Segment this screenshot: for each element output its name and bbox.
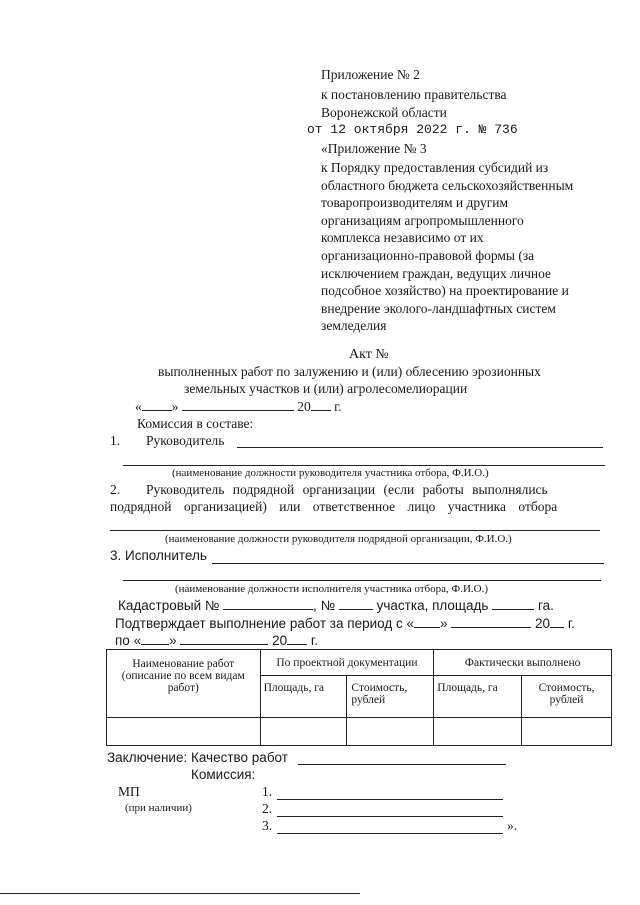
order-line: товаропроизводителям и другим <box>321 195 509 211</box>
sign1-blank[interactable] <box>277 799 503 800</box>
closing-quote: ». <box>507 818 518 833</box>
item1-blank[interactable] <box>237 447 603 448</box>
act-subtitle-1: выполненных работ по залужению и (или) облесению эрозионных <box>158 364 541 379</box>
order-line: исключением граждан, ведущих личное <box>321 265 552 281</box>
ha-label: га. <box>537 598 554 613</box>
table-cell[interactable] <box>522 718 612 746</box>
project-cost-header: Стоимость, рублей <box>347 676 434 718</box>
plot-number-label: , № <box>313 598 336 613</box>
mp-hint: (при наличии) <box>125 802 192 814</box>
act-subtitle-2: земельных участков и (или) агролесомелиорации <box>184 381 468 396</box>
project-area-header: Площадь, га <box>260 676 347 718</box>
sign2-number: 2. <box>262 801 273 816</box>
confirm-day-blank[interactable] <box>414 615 440 628</box>
table-row <box>107 718 612 746</box>
table-cell[interactable] <box>347 718 434 746</box>
item2-number: 2. <box>110 482 121 497</box>
item1-blank-2[interactable] <box>123 465 605 466</box>
conclusion-blank[interactable] <box>298 764 506 765</box>
confirm-row <box>115 615 575 631</box>
plot-area-blank[interactable] <box>492 597 534 610</box>
to-year-blank[interactable] <box>287 632 307 645</box>
to-month-blank[interactable] <box>180 632 268 645</box>
act-title: Акт № <box>349 347 389 362</box>
order-line: земледелия <box>321 318 387 334</box>
order-line: организационно-правовой формы (за <box>321 248 535 263</box>
item2-text-2: подрядной организацией) или ответственное лицо участника отбора <box>110 499 558 514</box>
plot-area-label: участка, площадь <box>376 598 489 613</box>
confirm-close-quote: » <box>439 616 448 631</box>
to-year-prefix: 20 <box>272 633 288 648</box>
item1-number: 1. <box>110 433 121 448</box>
table-cell[interactable] <box>107 718 261 746</box>
date-day-blank[interactable] <box>142 398 172 411</box>
item3-hint: (наименование должности исполнителя участника отбора, Ф.И.О.) <box>175 583 488 595</box>
cadastral-blank[interactable] <box>223 597 313 610</box>
date-year-suffix: г. <box>334 399 342 414</box>
to-close-quote: » <box>169 633 177 648</box>
cadastral-label: Кадастровый № <box>118 598 220 613</box>
order-line: комплекса независимо от их <box>321 230 484 246</box>
mp-label: МП <box>118 784 140 799</box>
confirm-label: Подтверждает выполнение работ за период с « <box>115 616 414 631</box>
resolution-date-number: от 12 октября 2022 г. № 736 <box>307 122 518 137</box>
works-table <box>106 649 612 746</box>
group-project: По проектной документации <box>260 650 434 676</box>
order-line: внедрение эколого-ландшафтных систем <box>321 300 556 316</box>
sign2-blank[interactable] <box>277 816 503 817</box>
sign1-number: 1. <box>262 784 273 799</box>
order-line: областного бюджета сельскохозяйственным <box>321 177 574 193</box>
confirm-year-prefix: 20 <box>535 616 551 631</box>
conclusion-label: Заключение: Качество работ <box>107 750 288 765</box>
date-open-quote: « <box>135 399 142 414</box>
resolution-ref: к постановлению правительства <box>321 87 507 102</box>
actual-area-header: Площадь, га <box>434 676 522 718</box>
order-line: подсобное хозяйство) на проектирование и <box>321 283 569 299</box>
group-actual: Фактически выполнено <box>434 650 612 676</box>
to-year-suffix: г. <box>310 633 318 648</box>
date-year-prefix: 20 <box>297 399 311 414</box>
commission-intro: Комиссия в составе: <box>137 416 254 431</box>
date-month-blank[interactable] <box>182 398 294 411</box>
cadastral-row <box>118 597 554 613</box>
item3-label: 3. Исполнитель <box>110 548 207 563</box>
plot-number-blank[interactable] <box>339 597 373 610</box>
act-date <box>135 398 342 415</box>
commission-label: Комиссия: <box>191 767 256 782</box>
to-day-blank[interactable] <box>141 632 169 645</box>
item3-blank-2[interactable] <box>123 580 601 581</box>
to-label: по « <box>115 633 142 648</box>
to-row <box>115 632 318 648</box>
item1-hint: (наименование должности руководителя участника отбора, Ф.И.О.) <box>172 467 489 479</box>
order-line: к Порядку предоставления субсидий из <box>321 160 549 175</box>
confirm-year-suffix: г. <box>567 616 575 631</box>
table-cell[interactable] <box>434 718 522 746</box>
date-close-quote: » <box>171 399 179 414</box>
actual-cost-header: Стоимость, рублей <box>522 676 612 718</box>
confirm-month-blank[interactable] <box>451 615 531 628</box>
table-cell[interactable] <box>260 718 347 746</box>
item2-blank[interactable] <box>110 530 600 531</box>
sign3-blank[interactable] <box>277 833 503 834</box>
sign3-number: 3. <box>262 818 273 833</box>
date-year-blank[interactable] <box>311 398 331 411</box>
item3-blank[interactable] <box>212 563 604 564</box>
item2-text-1: Руководитель подрядной организации (если работы выполнялись <box>146 482 548 497</box>
col-work-name: Наименование работ (описание по всем видам работ) <box>107 650 261 718</box>
item1-label: Руководитель <box>146 433 225 448</box>
region-name: Воронежской области <box>321 105 447 120</box>
item2-hint: (наименование должности руководителя подрядной организации, Ф.И.О.) <box>165 533 512 545</box>
appendix3-title: «Приложение № 3 <box>321 141 427 156</box>
order-line: организациям агропромышленного <box>321 212 524 228</box>
confirm-year-blank[interactable] <box>550 615 564 628</box>
footer-rule <box>0 893 360 894</box>
appendix-title: Приложение № 2 <box>321 67 420 82</box>
